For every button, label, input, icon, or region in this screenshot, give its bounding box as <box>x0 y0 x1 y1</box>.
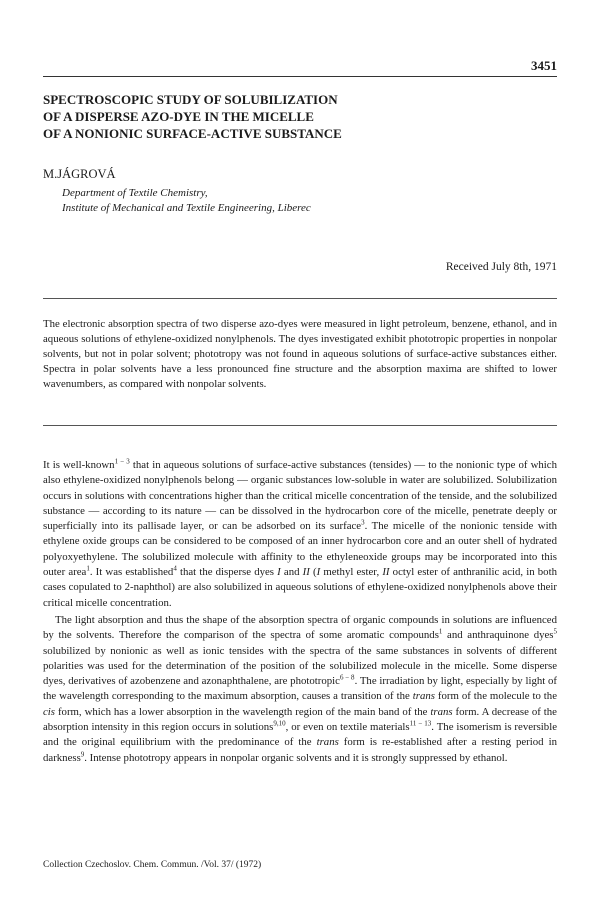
citation-ref: 1 <box>86 564 90 573</box>
text-span: form. A decrease of the absorption intensity in this region occurs in solutions <box>43 705 557 734</box>
abstract-bottom-rule <box>43 425 557 426</box>
text-span: . It was established <box>89 566 174 579</box>
citation-ref: 4 <box>173 564 177 573</box>
author-name: M.JÁGROVÁ <box>43 167 116 181</box>
affiliation-line-2: Institute of Mechanical and Textile Engineering, Liberec <box>62 202 311 214</box>
affiliation <box>62 186 311 216</box>
text-span: and anthraquinone dyes <box>442 629 554 642</box>
text-span: and <box>280 566 303 579</box>
text-span: . The irradiation by light, especially by light of the wavelength corresponding to the maximum absorption, causes a transition of the <box>43 675 558 703</box>
italic-term: trans <box>412 690 435 703</box>
received-date: Received July 8th, 1971 <box>445 261 557 273</box>
dye-label: I <box>316 566 321 579</box>
text-span: form of the molecule to the <box>434 690 557 703</box>
citation-ref: 6 − 8 <box>339 673 355 682</box>
citation-ref: 3 <box>361 518 365 527</box>
text-span: It is well-known <box>43 459 115 471</box>
italic-term: trans <box>316 736 339 749</box>
article-title <box>43 91 503 142</box>
dye-label: II <box>302 566 310 579</box>
dye-label: I <box>277 566 281 579</box>
text-span: methyl ester, <box>320 566 383 579</box>
citation-ref: 1 <box>438 627 443 636</box>
text-span: octyl ester of anthranilic acid, in both cases copulated to 2-naphthol) are also solubilized in aqueous solutions of ethylene-oxidized nonylphenols above their critical micelle concentration. <box>43 566 557 609</box>
text-span: . The isomerism is reversible and the original equilibrium with the predominance of the <box>43 721 557 749</box>
abstract: The electronic absorption spectra of two disperse azo-dyes were measured in light petroleum, benzene, ethanol, and in aqueous solutions of ethylene-oxidized nonylphenols. The dyes investigated exhibit phototropic properties in nonpolar solvents, but not in polar solvent; phototropy was not found in aqueous solutions of surface-active substances either. Spectra in polar solvents have a less pronounced fine structure and the absorption maxima are shifted to lower wavenumbers, as compared with nonpolar solvents. <box>43 318 557 390</box>
citation-ref: 9 <box>80 750 85 759</box>
italic-term: cis <box>43 705 55 718</box>
text-span: The light absorption and thus the shape of the absorption spectra of organic compounds in solutions are influenced by the solvents. Therefore the comparison of the spectra of some aromatic compounds <box>43 613 557 642</box>
text-span: form is re-established after a resting period in darkness <box>43 736 557 764</box>
text-span: that in aqueous solutions of surface-active substances (tensides) — to the nonionic type of which also ethylene-oxidized nonylphenols belong — organic substances low-soluble in water are solubilized. Solubilization occurs in solutions with concentrations higher than the critical micelle concentration of the tenside, and the solubilized substance — according to its nature — can be dissolved in the hydrocarbon core of the micelle, penetrate deeply or superficially into its pallisade layer, or can be adsorbed on its surface <box>43 459 557 533</box>
title-line-3: OF A NONIONIC SURFACE-ACTIVE SUBSTANCE <box>43 126 342 141</box>
title-line-1: SPECTROSCOPIC STUDY OF SOLUBILIZATION <box>43 92 338 107</box>
text-span: ( <box>309 566 317 579</box>
citation-ref: 1 − 3 <box>114 457 130 466</box>
journal-footer: Collection Czechoslov. Chem. Commun. /Vol. 37/ (1972) <box>43 860 262 870</box>
citation-ref: 5 <box>553 627 557 636</box>
affiliation-line-1: Department of Textile Chemistry, <box>62 187 208 199</box>
citation-ref: 11 − 13 <box>409 719 432 728</box>
italic-term: trans <box>430 705 453 718</box>
body-text <box>43 458 557 766</box>
text-span: . The micelle of the nonionic tenside with ethylene oxide groups can be considered to be composed of an inner hydrocarbon core and an outer shell of hydrated polyoxyethylene. The solubilized molecule with affinity to the ethyleneoxide groups may be incorporated into this outer area <box>43 520 557 579</box>
text-span: . Intense phototropy appears in nonpolar organic solvents and it is strongly suppressed by ethanol. <box>84 751 508 764</box>
title-line-2: OF A DISPERSE AZO-DYE IN THE MICELLE <box>43 109 314 124</box>
citation-ref: 9,10 <box>273 719 286 728</box>
dye-label: II <box>382 566 390 579</box>
paragraph-1 <box>43 458 557 611</box>
paragraph-2 <box>43 613 557 766</box>
text-span: that the disperse dyes <box>176 566 278 579</box>
abstract-top-rule <box>43 298 557 299</box>
header-rule <box>43 76 557 77</box>
text-span: , or even on textile materials <box>285 721 410 734</box>
text-span: form, which has a lower absorption in the wavelength region of the main band of the <box>55 705 431 718</box>
text-span: solubilized by nonionic as well as ionic tensides with the spectra of the same substances in solvents of different polarities was used for the determination of the position of the solubilized molecule in the micelle. Some disperse dyes, derivatives of azobenzene and azonaphthalene, are phototropic <box>43 644 557 688</box>
page-number: 3451 <box>531 58 557 73</box>
